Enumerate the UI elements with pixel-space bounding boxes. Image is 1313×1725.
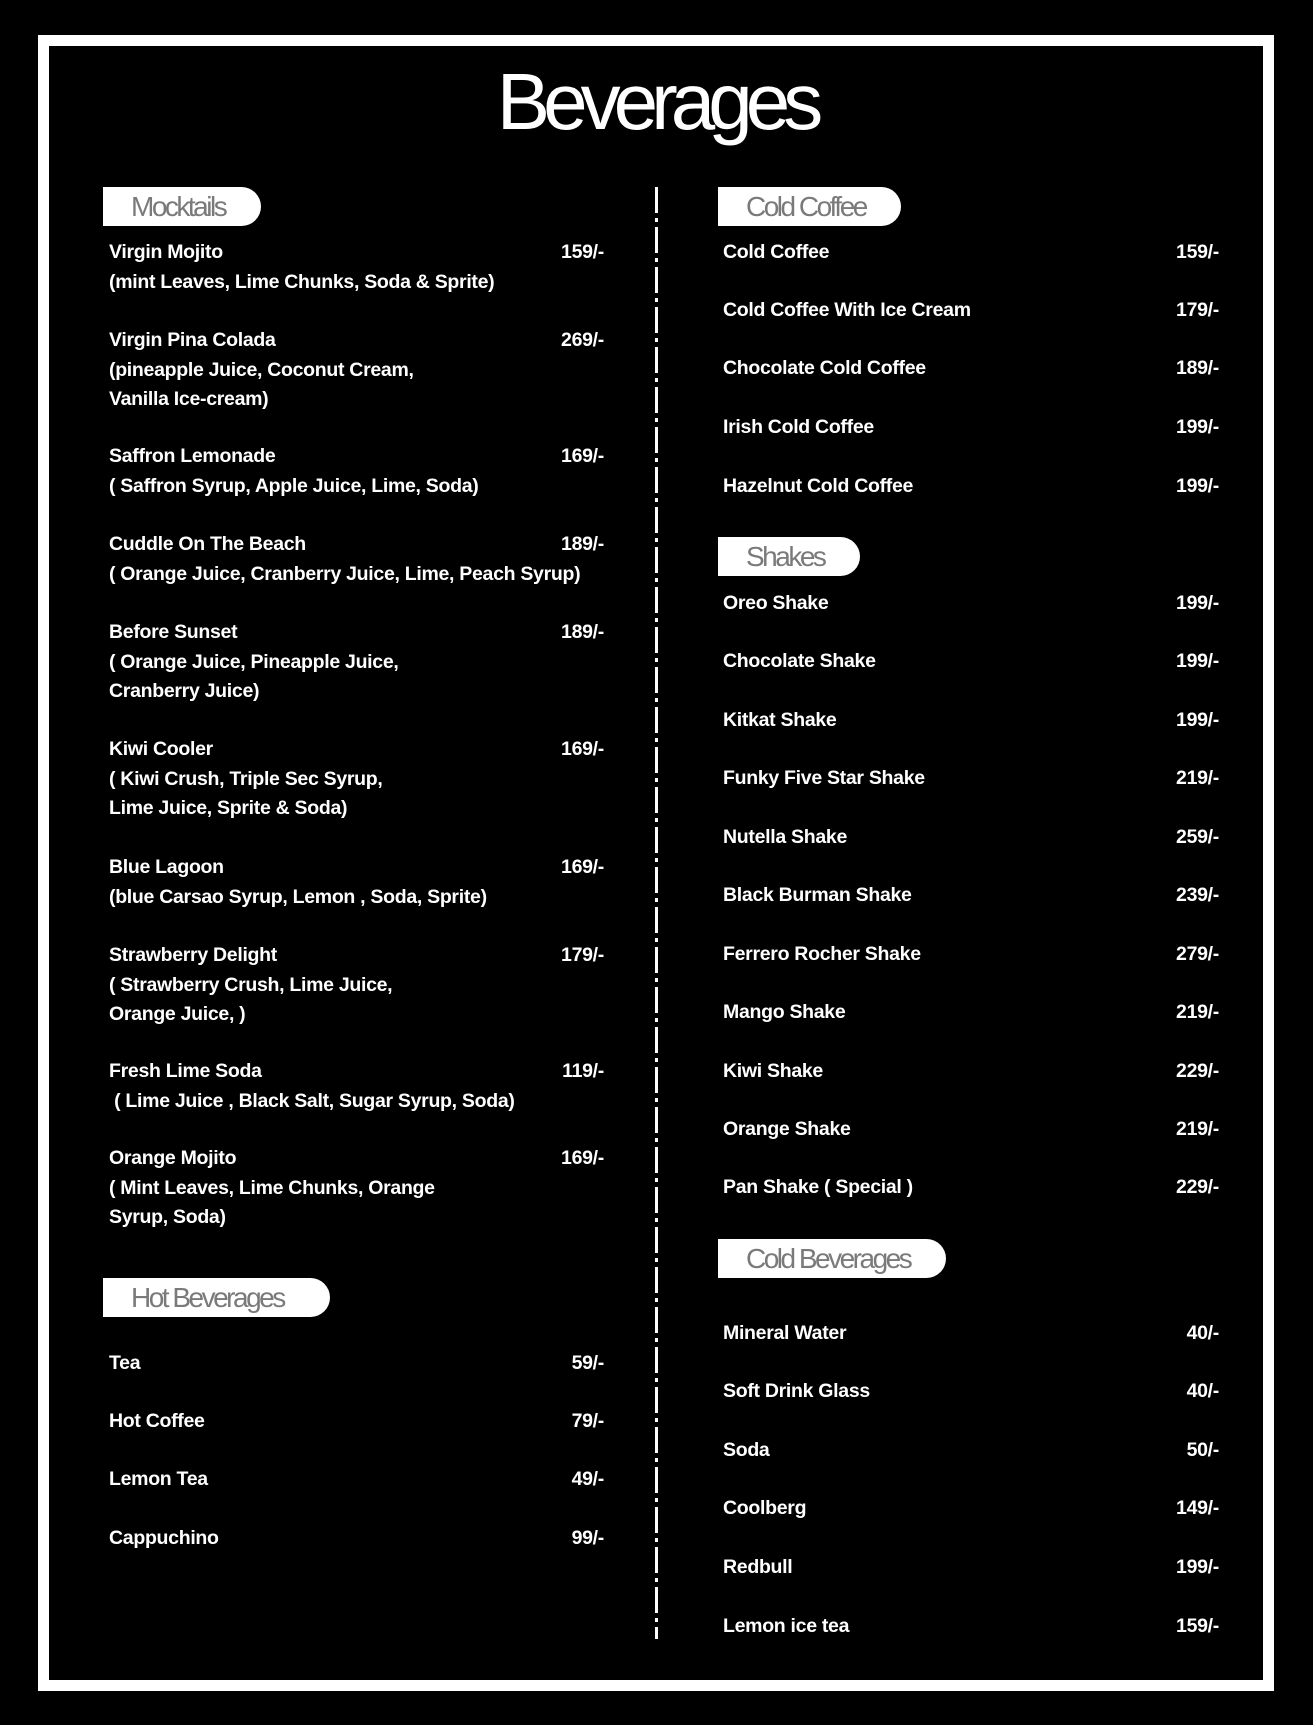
- item-name: Virgin Pina Colada: [109, 329, 276, 351]
- menu-item-row: [723, 296, 1219, 326]
- menu-item-row: [723, 823, 1219, 853]
- menu-item: [723, 1377, 1219, 1407]
- menu-item-row: [723, 998, 1219, 1028]
- item-description: (pineapple Juice, Coconut Cream,: [109, 358, 414, 381]
- menu-item: [723, 1436, 1219, 1466]
- item-name: Funky Five Star Shake: [723, 767, 925, 789]
- item-name: Saffron Lemonade: [109, 445, 276, 467]
- item-price: 59/-: [571, 1352, 604, 1374]
- item-name: Mango Shake: [723, 1001, 846, 1023]
- section-header-cold-beverages: Cold Beverages: [718, 1239, 946, 1278]
- item-price: 99/-: [571, 1527, 604, 1549]
- menu-item-row: [723, 706, 1219, 736]
- item-description: (blue Carsao Syrup, Lemon , Soda, Sprite): [109, 885, 487, 908]
- item-name: Cold Coffee With Ice Cream: [723, 299, 971, 321]
- item-name: Irish Cold Coffee: [723, 416, 874, 438]
- menu-item: [109, 1349, 604, 1379]
- item-price: 279/-: [1176, 943, 1219, 965]
- item-price: 239/-: [1176, 884, 1219, 906]
- menu-item-row: [723, 764, 1219, 794]
- item-price: 189/-: [1176, 357, 1219, 379]
- item-price: 199/-: [1176, 475, 1219, 497]
- menu-item-row: [723, 238, 1219, 268]
- item-name: Ferrero Rocher Shake: [723, 943, 921, 965]
- item-price: 199/-: [1176, 709, 1219, 731]
- item-name: Hazelnut Cold Coffee: [723, 475, 914, 497]
- menu-item: [109, 238, 604, 297]
- item-name: Soda: [723, 1439, 770, 1461]
- item-name: Redbull: [723, 1556, 793, 1578]
- menu-item-row: [723, 1319, 1219, 1349]
- menu-item-row: [109, 1057, 604, 1087]
- item-price: 119/-: [562, 1060, 604, 1082]
- menu-item-row: [723, 647, 1219, 677]
- item-price: 49/-: [571, 1468, 604, 1490]
- item-name: Mineral Water: [723, 1322, 847, 1344]
- item-name: Cappuchino: [109, 1527, 219, 1549]
- menu-item: [109, 1057, 604, 1116]
- menu-item: [723, 881, 1219, 911]
- item-description: ( Orange Juice, Pineapple Juice,: [109, 650, 399, 673]
- menu-item: [723, 589, 1219, 619]
- item-name: Strawberry Delight: [109, 944, 277, 966]
- item-price: 79/-: [571, 1410, 604, 1432]
- item-description: ( Kiwi Crush, Triple Sec Syrup,: [109, 767, 383, 790]
- item-price: 179/-: [1176, 299, 1219, 321]
- item-description: Cranberry Juice): [109, 680, 260, 702]
- item-price: 269/-: [561, 329, 604, 351]
- menu-item: [723, 940, 1219, 970]
- item-price: 169/-: [561, 1147, 604, 1169]
- menu-item: [723, 1494, 1219, 1524]
- item-name: Virgin Mojito: [109, 241, 223, 263]
- item-price: 199/-: [1176, 592, 1219, 614]
- item-price: 159/-: [1176, 241, 1219, 263]
- menu-item-row: [723, 1553, 1219, 1583]
- item-description: Syrup, Soda): [109, 1206, 226, 1228]
- item-name: Orange Shake: [723, 1118, 851, 1140]
- menu-item-row: [109, 442, 604, 472]
- item-price: 219/-: [1176, 1001, 1219, 1023]
- menu-item-row: [109, 326, 604, 356]
- item-name: Soft Drink Glass: [723, 1380, 870, 1402]
- item-description: ( Orange Juice, Cranberry Juice, Lime, Peach Syrup): [109, 562, 581, 585]
- item-description: Vanilla Ice-cream): [109, 388, 269, 410]
- item-description: (mint Leaves, Lime Chunks, Soda & Sprite): [109, 270, 495, 293]
- menu-item: [109, 853, 604, 912]
- item-name: Kitkat Shake: [723, 709, 837, 731]
- item-price: 149/-: [1176, 1497, 1219, 1519]
- item-price: 229/-: [1176, 1060, 1219, 1082]
- item-price: 199/-: [1176, 416, 1219, 438]
- menu-item-row: [723, 940, 1219, 970]
- section-header-mocktails: Mocktails: [103, 187, 261, 226]
- menu-item: [109, 530, 604, 589]
- item-name: Blue Lagoon: [109, 856, 224, 878]
- menu-item: [109, 1407, 604, 1437]
- menu-item: [723, 472, 1219, 502]
- menu-item-row: [109, 238, 604, 268]
- menu-item: [723, 296, 1219, 326]
- menu-item-row: [723, 1173, 1219, 1203]
- menu-item: [723, 998, 1219, 1028]
- item-name: Nutella Shake: [723, 826, 847, 848]
- item-price: 219/-: [1176, 767, 1219, 789]
- menu-item: [723, 1319, 1219, 1349]
- item-price: 40/-: [1186, 1322, 1219, 1344]
- item-name: Oreo Shake: [723, 592, 829, 614]
- menu-item-row: [723, 413, 1219, 443]
- menu-item-row: [723, 1377, 1219, 1407]
- item-description: Orange Juice, ): [109, 1003, 246, 1025]
- item-name: Lemon ice tea: [723, 1615, 850, 1637]
- menu-item-row: [109, 853, 604, 883]
- menu-item-row: [109, 618, 604, 648]
- item-price: 169/-: [561, 856, 604, 878]
- menu-item: [723, 1173, 1219, 1203]
- item-description: ( Lime Juice , Black Salt, Sugar Syrup, Soda): [109, 1089, 515, 1112]
- item-price: 189/-: [561, 533, 604, 555]
- menu-item: [723, 764, 1219, 794]
- section-header-cold-coffee: Cold Coffee: [718, 187, 901, 226]
- menu-item: [723, 1115, 1219, 1145]
- item-name: Black Burman Shake: [723, 884, 912, 906]
- item-price: 229/-: [1176, 1176, 1219, 1198]
- item-price: 50/-: [1186, 1439, 1219, 1461]
- menu-item-row: [723, 881, 1219, 911]
- menu-item: [723, 706, 1219, 736]
- menu-item: [109, 1465, 604, 1495]
- item-name: Lemon Tea: [109, 1468, 208, 1490]
- menu-item: [723, 413, 1219, 443]
- item-description: ( Mint Leaves, Lime Chunks, Orange: [109, 1176, 435, 1199]
- menu-item: [109, 1524, 604, 1554]
- item-name: Cold Coffee: [723, 241, 830, 263]
- item-name: Kiwi Cooler: [109, 738, 213, 760]
- menu-item-row: [723, 1115, 1219, 1145]
- menu-item-row: [109, 1349, 604, 1379]
- item-price: 199/-: [1176, 1556, 1219, 1578]
- item-name: Kiwi Shake: [723, 1060, 823, 1082]
- item-description: ( Strawberry Crush, Lime Juice,: [109, 973, 393, 996]
- item-price: 159/-: [1176, 1615, 1219, 1637]
- item-description: ( Saffron Syrup, Apple Juice, Lime, Soda): [109, 474, 479, 497]
- menu-item-row: [109, 1465, 604, 1495]
- menu-item-row: [723, 1057, 1219, 1087]
- item-price: 199/-: [1176, 650, 1219, 672]
- menu-item-row: [723, 1494, 1219, 1524]
- menu-item-row: [109, 1407, 604, 1437]
- item-price: 169/-: [561, 445, 604, 467]
- menu-item-row: [723, 1436, 1219, 1466]
- item-name: Orange Mojito: [109, 1147, 237, 1169]
- item-price: 259/-: [1176, 826, 1219, 848]
- menu-item: [723, 1553, 1219, 1583]
- item-name: Before Sunset: [109, 621, 238, 643]
- menu-item: [723, 647, 1219, 677]
- menu-item-row: [109, 941, 604, 971]
- item-description: Lime Juice, Sprite & Soda): [109, 797, 348, 819]
- menu-item-row: [109, 530, 604, 560]
- menu-item-row: [109, 1524, 604, 1554]
- menu-item: [109, 618, 604, 707]
- item-name: Chocolate Cold Coffee: [723, 357, 926, 379]
- menu-item-row: [723, 589, 1219, 619]
- menu-item-row: [109, 1144, 604, 1174]
- menu-item-row: [723, 354, 1219, 384]
- item-name: Fresh Lime Soda: [109, 1060, 262, 1082]
- menu-item: [109, 735, 604, 824]
- section-header-hot-beverages: Hot Beverages: [103, 1278, 330, 1317]
- menu-item: [723, 1057, 1219, 1087]
- item-price: 40/-: [1186, 1380, 1219, 1402]
- item-price: 219/-: [1176, 1118, 1219, 1140]
- menu-item: [723, 823, 1219, 853]
- menu-item-row: [109, 735, 604, 765]
- item-name: Chocolate Shake: [723, 650, 876, 672]
- item-name: Pan Shake ( Special ): [723, 1176, 913, 1198]
- item-name: Hot Coffee: [109, 1410, 205, 1432]
- item-name: Coolberg: [723, 1497, 807, 1519]
- menu-item: [723, 238, 1219, 268]
- menu-item: [109, 326, 604, 415]
- menu-item-row: [723, 1612, 1219, 1642]
- menu-item: [109, 941, 604, 1030]
- item-name: Tea: [109, 1352, 141, 1374]
- menu-item: [723, 1612, 1219, 1642]
- item-price: 169/-: [561, 738, 604, 760]
- menu-item: [109, 1144, 604, 1233]
- item-price: 179/-: [561, 944, 604, 966]
- menu-item-row: [723, 472, 1219, 502]
- item-name: Cuddle On The Beach: [109, 533, 306, 555]
- column-divider: [655, 187, 658, 1639]
- item-price: 189/-: [561, 621, 604, 643]
- page-title: Beverages: [496, 57, 817, 146]
- item-price: 159/-: [561, 241, 604, 263]
- menu-item: [109, 442, 604, 501]
- menu-item: [723, 354, 1219, 384]
- section-header-shakes: Shakes: [718, 537, 860, 576]
